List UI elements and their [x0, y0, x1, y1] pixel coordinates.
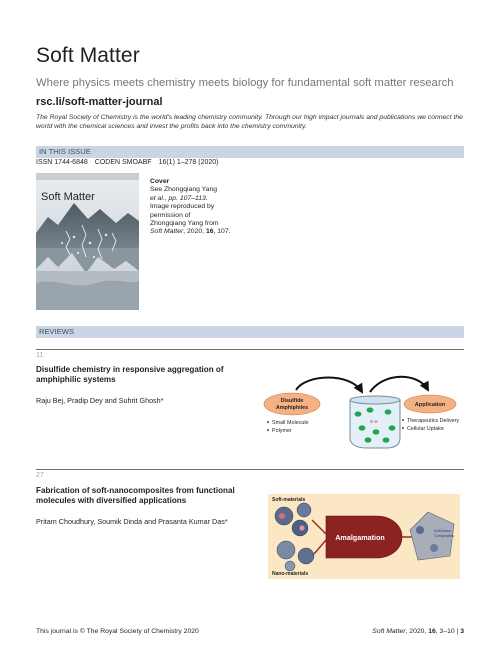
left-item: Polymer — [272, 428, 292, 434]
soft-materials-label: Soft-materials — [272, 497, 306, 503]
amalgamation-label: Amalgamation — [335, 533, 385, 542]
in-this-issue-header: IN THIS ISSUE — [36, 146, 464, 158]
volume-issue: 16(1) 1–278 (2020) — [158, 159, 219, 166]
article-authors: Raju Bej, Pradip Dey and Suhrit Ghosh* — [36, 396, 164, 405]
cover-citation-page: , 107. — [213, 228, 231, 236]
article-graphic-disulfide — [262, 372, 460, 462]
footer-year: , 2020, — [405, 628, 429, 635]
footer-page-number: 3 — [460, 628, 464, 635]
cover-title-text: Soft Matter — [41, 191, 95, 203]
right-bubble-label: Application — [414, 402, 446, 408]
composites-label-line1: Soft-Nano — [434, 529, 452, 533]
footer-citation — [372, 628, 464, 635]
cover-line: See Zhongqiang Yang — [150, 186, 218, 194]
reviews-header: REVIEWS — [36, 326, 464, 338]
coden: CODEN SMOABF — [94, 159, 152, 166]
nano-materials-label: Nano-materials — [272, 571, 309, 577]
cover-image — [36, 173, 139, 310]
footer-copyright: This journal is © The Royal Society of Chemistry 2020 — [36, 628, 199, 635]
cover-line: Image reproduced by — [150, 203, 215, 211]
cover-citation-journal: Soft Matter — [150, 228, 184, 236]
footer-journal: Soft Matter — [372, 628, 406, 635]
article-divider — [36, 469, 464, 470]
right-item: Cellular Uptake — [407, 426, 444, 432]
journal-tagline: Where physics meets chemistry meets biology for fundamental soft matter research — [36, 77, 454, 89]
cover-line — [150, 195, 260, 203]
article-graphic-nanocomposites — [268, 494, 460, 579]
issn-line — [36, 159, 226, 166]
ss-bond-label: S-S — [370, 419, 378, 424]
article-divider — [36, 349, 464, 350]
footer-pages: , 3–10 — [435, 628, 455, 635]
cover-citation-volume: 16 — [205, 228, 214, 236]
cover-citation — [150, 228, 260, 236]
left-item: Small Molecule — [272, 420, 309, 426]
article-authors: Pritam Choudhury, Soumik Dinda and Prasanta Kumar Das* — [36, 517, 228, 526]
article-page-number: 11 — [36, 352, 44, 359]
article-page-number: 27 — [36, 472, 44, 479]
footer-volume: 16 — [428, 628, 436, 635]
left-bubble-line2: Amphiphiles — [275, 405, 309, 411]
cover-citation-year: , 2020, — [183, 228, 206, 236]
cover-heading: Cover — [150, 178, 170, 185]
cover-line: Zhongqiang Yang from — [150, 220, 219, 228]
right-item: Therapeutics Delivery — [407, 418, 460, 424]
issn: ISSN 1744-6848 — [36, 159, 88, 166]
left-bubble-line1: Disulfide — [280, 398, 304, 404]
journal-title: Soft Matter — [36, 44, 140, 67]
footer-separator: | — [454, 628, 461, 635]
article-title[interactable]: Disulfide chemistry in responsive aggregation of amphiphilic systems — [36, 365, 224, 384]
cover-et-al: et al., pp. 107–113. — [150, 194, 208, 202]
journal-url[interactable]: rsc.li/soft-matter-journal — [36, 96, 163, 108]
intro-text: The Royal Society of Chemistry is the world's leading chemistry community. Through our high impact journals and publications we connect the world with the chemical sciences and invest the profits back into the chemistry community. — [36, 114, 463, 130]
cover-caption — [150, 178, 260, 237]
cover-line: permission of — [150, 211, 191, 219]
article-title[interactable]: Fabrication of soft-nanocomposites from functional molecules with diversified applications — [36, 486, 235, 505]
composites-label-line2: Composites — [434, 534, 455, 538]
